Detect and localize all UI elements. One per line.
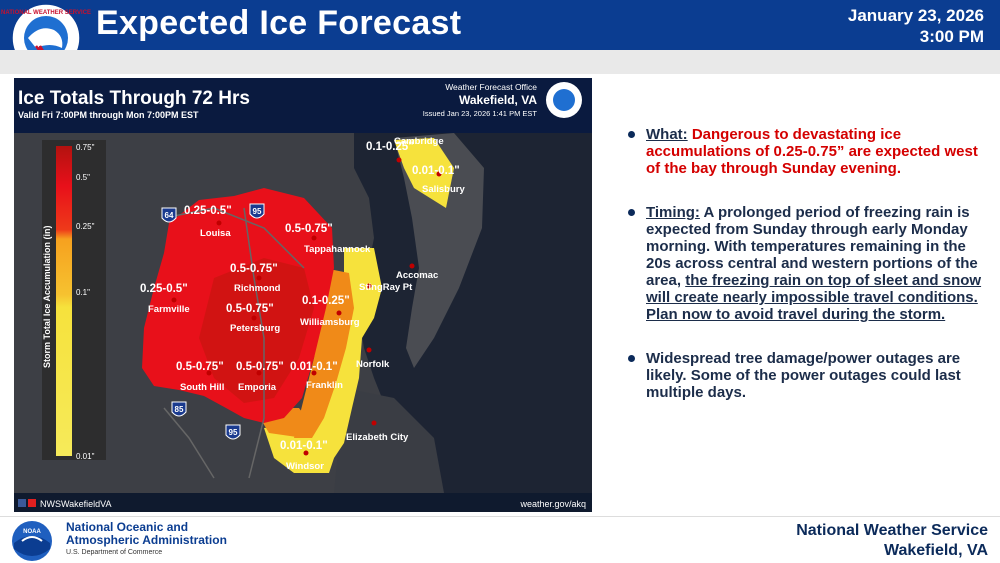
- dot-louisa: [217, 221, 222, 226]
- city-emporia: Emporia: [238, 382, 277, 393]
- dot-accomac: [410, 264, 415, 269]
- legend-title: Storm Total Ice Accumulation (in): [42, 225, 52, 368]
- noaa-logo-text: NOAA: [23, 529, 41, 535]
- logo-text: NATIONAL WEATHER SERVICE: [1, 10, 91, 16]
- noaa-line1: National Oceanic and: [66, 520, 189, 534]
- range-label: 0.01-0.1": [290, 361, 338, 373]
- city-louisa: Louisa: [200, 228, 231, 239]
- noaa-line2: Atmospheric Administration: [66, 533, 227, 547]
- social-handle[interactable]: NWSWakefieldVA: [40, 499, 112, 509]
- range-label: 0.1-0.25": [302, 295, 350, 307]
- office-line2: Wakefield, VA: [458, 93, 537, 107]
- shield-i85-label: 85: [174, 405, 184, 414]
- city-tappahannock: Tappahannock: [304, 244, 371, 255]
- legend-tick-075: 0.75": [76, 143, 95, 152]
- city-windsor: Windsor: [286, 461, 324, 472]
- key-messages: [626, 126, 988, 428]
- nws-office-name: [796, 521, 988, 561]
- legend-tick-001: 0.01": [76, 452, 95, 461]
- bullet-dot-icon: [628, 209, 635, 216]
- range-label: 0.5-0.75": [285, 223, 333, 235]
- range-label: 0.25-0.5": [140, 283, 188, 295]
- range-label: 0.01-0.1": [280, 440, 328, 452]
- range-label: 0.5-0.75": [226, 303, 274, 315]
- legend: [42, 140, 106, 461]
- dot-elizabeth-city: [372, 421, 377, 426]
- city-elizabeth-city: Elizabeth City: [346, 432, 409, 443]
- legend-tick-025: 0.25": [76, 222, 95, 231]
- bullet-impacts: [626, 350, 988, 401]
- city-cambridge: Cambridge: [394, 136, 444, 147]
- city-salisbury: Salisbury: [422, 184, 465, 195]
- dot-richmond: [257, 276, 262, 281]
- city-stingray-pt: StingRay Pt: [359, 282, 413, 293]
- facebook-icon[interactable]: [18, 499, 26, 507]
- range-label: 0.5-0.75": [236, 361, 284, 373]
- range-label: 0.25-0.5": [184, 205, 232, 217]
- bullet-what: [626, 126, 988, 177]
- map-nws-logo-inner: [553, 89, 575, 111]
- map-valid-time: Valid Fri 7:00PM through Mon 7:00PM EST: [18, 110, 199, 120]
- shield-i64-label: 64: [164, 211, 174, 220]
- city-williamsburg: Williamsburg: [300, 317, 360, 328]
- bullet-dot-icon: [628, 355, 635, 362]
- office-line1: Weather Forecast Office: [445, 82, 537, 92]
- bullet-what-label: What:: [646, 126, 688, 143]
- bullet-timing-emphasis: the freezing rain on top of sleet and snow will create nearly impossible travel conditions. Plan now to avoid travel during the storm.: [646, 272, 982, 323]
- shield-i95-south-label: 95: [228, 428, 238, 437]
- shield-i85: [172, 402, 186, 416]
- dot-farmville: [172, 298, 177, 303]
- shield-i64: [162, 208, 176, 222]
- city-farmville: Farmville: [148, 304, 190, 315]
- shield-i95-north: [250, 204, 264, 218]
- issue-time: 3:00 PM: [919, 27, 984, 46]
- dot-petersburg: [252, 316, 257, 321]
- noaa-logo: [10, 519, 54, 563]
- ice-map: [14, 78, 592, 512]
- shield-i95-south: [226, 425, 240, 439]
- city-norfolk: Norfolk: [356, 359, 390, 370]
- city-petersburg: Petersburg: [230, 323, 281, 334]
- bullet-timing: [626, 204, 988, 323]
- legend-tick-05: 0.5": [76, 173, 90, 182]
- range-label: 0.5-0.75": [230, 263, 278, 275]
- dot-norfolk: [367, 348, 372, 353]
- legend-tick-01: 0.1": [76, 288, 90, 297]
- city-south-hill: South Hill: [180, 382, 225, 393]
- legend-color-bar: [56, 146, 72, 456]
- dot-williamsburg: [337, 311, 342, 316]
- dot-cambridge: [397, 158, 402, 163]
- bullet-timing-label: Timing:: [646, 204, 700, 221]
- shield-i95-north-label: 95: [252, 207, 262, 216]
- map-title: Ice Totals Through 72 Hrs: [18, 88, 250, 109]
- youtube-icon[interactable]: [28, 499, 36, 507]
- city-accomac: Accomac: [396, 270, 439, 281]
- bullet-what-text: Dangerous to devastating ice accumulations of 0.25-0.75” are expected west of the bay through Sunday evening.: [646, 126, 978, 177]
- issue-datetime: [848, 5, 984, 47]
- city-richmond: Richmond: [234, 283, 281, 294]
- range-label: 0.1-0.25": [366, 141, 414, 153]
- nws-line1: National Weather Service: [796, 522, 988, 539]
- nws-line2: Wakefield, VA: [883, 542, 988, 559]
- issued-time: Issued Jan 23, 2026 1:41 PM EST: [422, 109, 537, 118]
- range-label: 0.5-0.75": [176, 361, 224, 373]
- bullet-timing-text: A prolonged period of freezing rain is expected from Sunday through early Monday morning. With temperatures remaining in the 20s across central and western portions of the area,: [646, 204, 978, 289]
- bullet-impacts-text: Widespread tree damage/power outages are likely. Some of the power outages could last multiple days.: [646, 350, 961, 401]
- noaa-department: U.S. Department of Commerce: [66, 549, 163, 556]
- issue-date: January 23, 2026: [847, 6, 984, 25]
- sub-header-bar: [0, 50, 1000, 74]
- ice-map-panel: [14, 78, 592, 512]
- website-url[interactable]: weather.gov/akq: [520, 499, 586, 509]
- range-label: 0.01-0.1": [412, 165, 460, 177]
- bullet-dot-icon: [628, 131, 635, 138]
- page-title: Expected Ice Forecast: [96, 4, 462, 42]
- noaa-name: [66, 521, 227, 547]
- city-franklin: Franklin: [306, 380, 343, 391]
- dot-tappahannock: [312, 236, 317, 241]
